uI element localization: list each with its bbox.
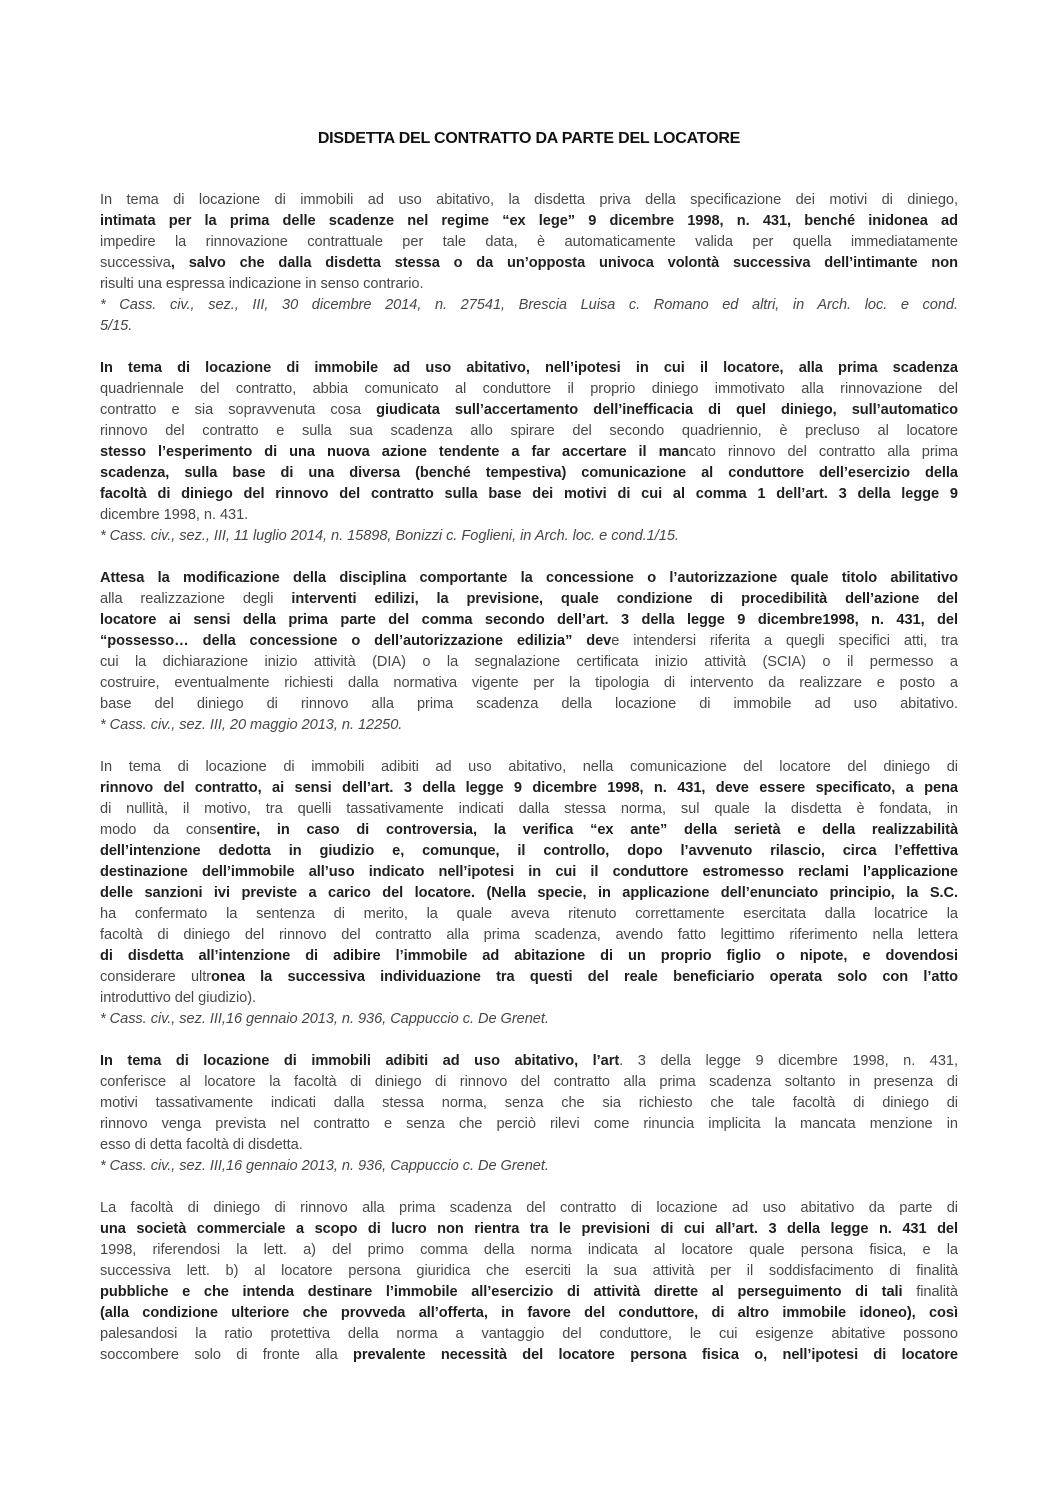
- text-run: interventi edilizi, la previsione, quale condizione di procedibilità dell’azione del: [291, 591, 958, 607]
- text-run: 5/15.: [100, 318, 133, 334]
- text-run: Attesa la modificazione della disciplina comportante la concessione o l’autorizzazione quale titolo abilitativo: [100, 570, 958, 586]
- citation-line: [100, 526, 958, 547]
- text-line: [100, 274, 958, 295]
- text-run: dell’intenzione dedotta in giudizio e, comunque, il controllo, dopo l’avvenuto rilascio, circa l’effettiva: [100, 843, 958, 859]
- text-run: alla realizzazione degli: [100, 591, 292, 607]
- text-line: [100, 400, 958, 421]
- text-line: [100, 988, 958, 1009]
- text-line: [100, 1303, 958, 1324]
- text-run: , salvo che dalla disdetta stessa o da un’opposta univoca volontà successiva dell’intimante non: [170, 255, 958, 271]
- text-run: cui la dichiarazione inizio attività (DIA) o la segnalazione certificata inizio attività (SCIA) o il permesso a: [100, 654, 958, 670]
- text-run: onea la successiva individuazione tra questi del reale beneficiario operata solo con l’atto: [211, 969, 958, 985]
- text-line: [100, 946, 958, 967]
- text-run: dicembre 1998, n. 431.: [100, 507, 249, 523]
- text-run: costruire, eventualmente richiesti dalla normativa vigente per la tipologia di intervento da realizzare e posto a: [100, 675, 958, 691]
- document-body: [100, 190, 958, 1366]
- paragraph: [100, 190, 958, 337]
- paragraph: [100, 568, 958, 736]
- text-line: [100, 694, 958, 715]
- text-run: cato rinnovo del contratto alla prima: [688, 444, 958, 460]
- text-run: locatore ai sensi della prima parte del comma secondo dell’art. 3 della legge 9 dicembre1998, n. 431, del: [100, 612, 958, 628]
- text-line: [100, 421, 958, 442]
- text-line: [100, 232, 958, 253]
- text-line: [100, 484, 958, 505]
- text-run: palesandosi la ratio protettiva della norma a vantaggio del conduttore, le cui esigenze abitative possono: [100, 1326, 958, 1342]
- text-run: impedire la rinnovazione contrattuale per tale data, è automaticamente valida per quella immediatamente: [100, 234, 958, 250]
- text-run: * Cass. civ., sez., III, 11 luglio 2014, n. 15898, Bonizzi c. Foglieni, in Arch. loc. e cond.1/15.: [100, 528, 679, 544]
- text-line: [100, 673, 958, 694]
- text-run: finalità: [902, 1284, 959, 1300]
- text-run: * Cass. civ., sez. III,16 gennaio 2013, n. 936, Cappuccio c. De Grenet.: [100, 1011, 549, 1027]
- text-run: introduttivo del giudizio).: [100, 990, 257, 1006]
- text-run: * Cass. civ., sez., III, 30 dicembre 2014, n. 27541, Brescia Luisa c. Romano ed altri, in Arch. loc. e cond.: [100, 297, 958, 313]
- text-line: [100, 757, 958, 778]
- text-line: [100, 253, 958, 274]
- text-run: In tema di locazione di immobile ad uso abitativo, nell’ipotesi in cui il locatore, alla prima scadenza: [100, 360, 958, 376]
- text-run: * Cass. civ., sez. III, 20 maggio 2013, n. 12250.: [100, 717, 403, 733]
- text-run: scadenza, sulla base di una diversa (benché tempestiva) comunicazione al conduttore dell’esercizio della: [100, 465, 958, 481]
- text-run: facoltà di diniego del rinnovo del contratto alla prima scadenza, avendo fatto legittimo riferimento nella lettera: [100, 927, 958, 943]
- page-title: DISDETTA DEL CONTRATTO DA PARTE DEL LOCATORE: [317, 130, 741, 147]
- text-run: considerare ultr: [100, 969, 212, 985]
- text-run: destinazione dell’immobile all’uso indicato nell’ipotesi in cui il conduttore estromesso reclami l’applicazione: [100, 864, 958, 880]
- paragraph: [100, 358, 958, 547]
- text-run: In tema di locazione di immobili adibiti ad uso abitativo, l’art: [100, 1053, 620, 1069]
- citation-line: [100, 295, 958, 316]
- text-line: [100, 778, 958, 799]
- text-run: . 3 della legge 9 dicembre 1998, n. 431,: [619, 1053, 958, 1069]
- text-line: [100, 610, 958, 631]
- text-line: [100, 925, 958, 946]
- paragraph: [100, 757, 958, 1030]
- citation-line: [100, 316, 958, 337]
- text-run: una società commerciale a scopo di lucro non rientra tra le previsioni di cui all’art. 3 della legge n. 431 del: [100, 1221, 958, 1237]
- text-line: [100, 1114, 958, 1135]
- text-run: giudicata sull’accertamento dell’inefficacia di quel diniego, sull’automatico: [376, 402, 959, 418]
- text-run: e intendersi riferita a quegli specifici atti, tra: [611, 633, 958, 649]
- text-line: [100, 652, 958, 673]
- text-line: [100, 1135, 958, 1156]
- text-run: rinnovo del contratto, ai sensi dell’art. 3 della legge 9 dicembre 1998, n. 431, deve essere specificato, a pena: [100, 780, 958, 796]
- text-run: La facoltà di diniego di rinnovo alla prima scadenza del contratto di locazione ad uso abitativo da parte di: [100, 1200, 958, 1216]
- text-run: esso di detta facoltà di disdetta.: [100, 1137, 303, 1153]
- text-run: pubbliche e che intenda destinare l’immobile all’esercizio di attività dirette al perseguimento di tali: [100, 1284, 903, 1300]
- citation-line: [100, 1156, 958, 1177]
- text-run: base del diniego di rinnovo alla prima scadenza della locazione di immobile ad uso abitativo.: [100, 696, 958, 712]
- text-line: [100, 883, 958, 904]
- text-run: di disdetta all’intenzione di adibire l’immobile ad abitazione di un proprio figlio o nipote, e dovendosi: [100, 948, 958, 964]
- text-run: delle sanzioni ivi previste a carico del locatore. (Nella specie, in applicazione dell’enunciato principio, la S.C.: [100, 885, 958, 901]
- text-run: rinnovo venga prevista nel contratto e senza che perciò rilevi come rinuncia implicita la mancata menzione in: [100, 1116, 958, 1132]
- text-run: successiva lett. b) al locatore persona giuridica che eserciti la sua attività per il soddisfacimento di finalità: [100, 1263, 958, 1279]
- citation-line: [100, 715, 958, 736]
- text-line: [100, 1324, 958, 1345]
- text-line: [100, 568, 958, 589]
- text-line: [100, 1072, 958, 1093]
- text-line: [100, 589, 958, 610]
- text-line: [100, 841, 958, 862]
- text-line: [100, 1198, 958, 1219]
- text-run: quadriennale del contratto, abbia comunicato al conduttore il proprio diniego immotivato alla rinnovazione del: [100, 381, 958, 397]
- text-run: In tema di locazione di immobili adibiti ad uso abitativo, nella comunicazione del locatore del diniego di: [100, 759, 958, 775]
- citation-line: [100, 1009, 958, 1030]
- text-run: soccombere solo di fronte alla: [100, 1347, 353, 1363]
- text-run: ha confermato la sentenza di merito, la quale aveva ritenuto correttamente esercitata dalla locatrice la: [100, 906, 958, 922]
- text-run: modo da cons: [100, 822, 217, 838]
- text-line: [100, 1345, 958, 1366]
- text-line: [100, 631, 958, 652]
- text-line: [100, 358, 958, 379]
- text-run: “possesso… della concessione o dell’autorizzazione edilizia” dev: [100, 633, 612, 649]
- text-line: [100, 1219, 958, 1240]
- text-run: risulti una espressa indicazione in senso contrario.: [100, 276, 424, 292]
- text-line: [100, 379, 958, 400]
- text-run: successiva: [100, 255, 171, 271]
- text-run: facoltà di diniego del rinnovo del contratto sulla base dei motivi di cui al comma 1 dell’art. 3 della legge 9: [100, 486, 958, 502]
- text-line: [100, 442, 958, 463]
- text-run: entire, in caso di controversia, la verifica “ex ante” della serietà e della realizzabilità: [216, 822, 959, 838]
- text-line: [100, 190, 958, 211]
- text-line: [100, 505, 958, 526]
- text-run: contratto e sia sopravvenuta cosa: [100, 402, 377, 418]
- text-line: [100, 904, 958, 925]
- paragraph: [100, 1198, 958, 1366]
- text-line: [100, 211, 958, 232]
- text-line: [100, 1093, 958, 1114]
- text-run: motivi tassativamente indicati dalla stessa norma, senza che sia richiesto che tale facoltà di diniego di: [100, 1095, 958, 1111]
- text-line: [100, 820, 958, 841]
- text-run: intimata per la prima delle scadenze nel regime “ex lege” 9 dicembre 1998, n. 431, benché inidonea ad: [100, 213, 958, 229]
- text-run: 1998, riferendosi la lett. a) del primo comma della norma indicata al locatore quale persona fisica, e la: [100, 1242, 958, 1258]
- text-line: [100, 967, 958, 988]
- text-line: [100, 1051, 958, 1072]
- text-line: [100, 862, 958, 883]
- text-run: rinnovo del contratto e sulla sua scadenza allo spirare del secondo quadriennio, è precluso al locatore: [100, 423, 958, 439]
- text-run: conferisce al locatore la facoltà di diniego di rinnovo del contratto alla prima scadenza soltanto in presenza di: [100, 1074, 958, 1090]
- text-run: In tema di locazione di immobili ad uso abitativo, la disdetta priva della specificazione dei motivi di diniego,: [100, 192, 958, 208]
- text-line: [100, 463, 958, 484]
- text-run: di nullità, il motivo, tra quelli tassativamente indicati dalla stessa norma, sul quale la disdetta è fondata, in: [100, 801, 958, 817]
- text-line: [100, 799, 958, 820]
- text-run: * Cass. civ., sez. III,16 gennaio 2013, n. 936, Cappuccio c. De Grenet.: [100, 1158, 549, 1174]
- text-line: [100, 1261, 958, 1282]
- text-run: prevalente necessità del locatore persona fisica o, nell’ipotesi di locatore: [353, 1347, 958, 1363]
- text-run: stesso l’esperimento di una nuova azione tendente a far accertare il man: [100, 444, 689, 460]
- text-line: [100, 1240, 958, 1261]
- paragraph: [100, 1051, 958, 1177]
- text-line: [100, 1282, 958, 1303]
- text-run: (alla condizione ulteriore che provveda all’offerta, in favore del conduttore, di altro immobile idoneo), così: [100, 1305, 958, 1321]
